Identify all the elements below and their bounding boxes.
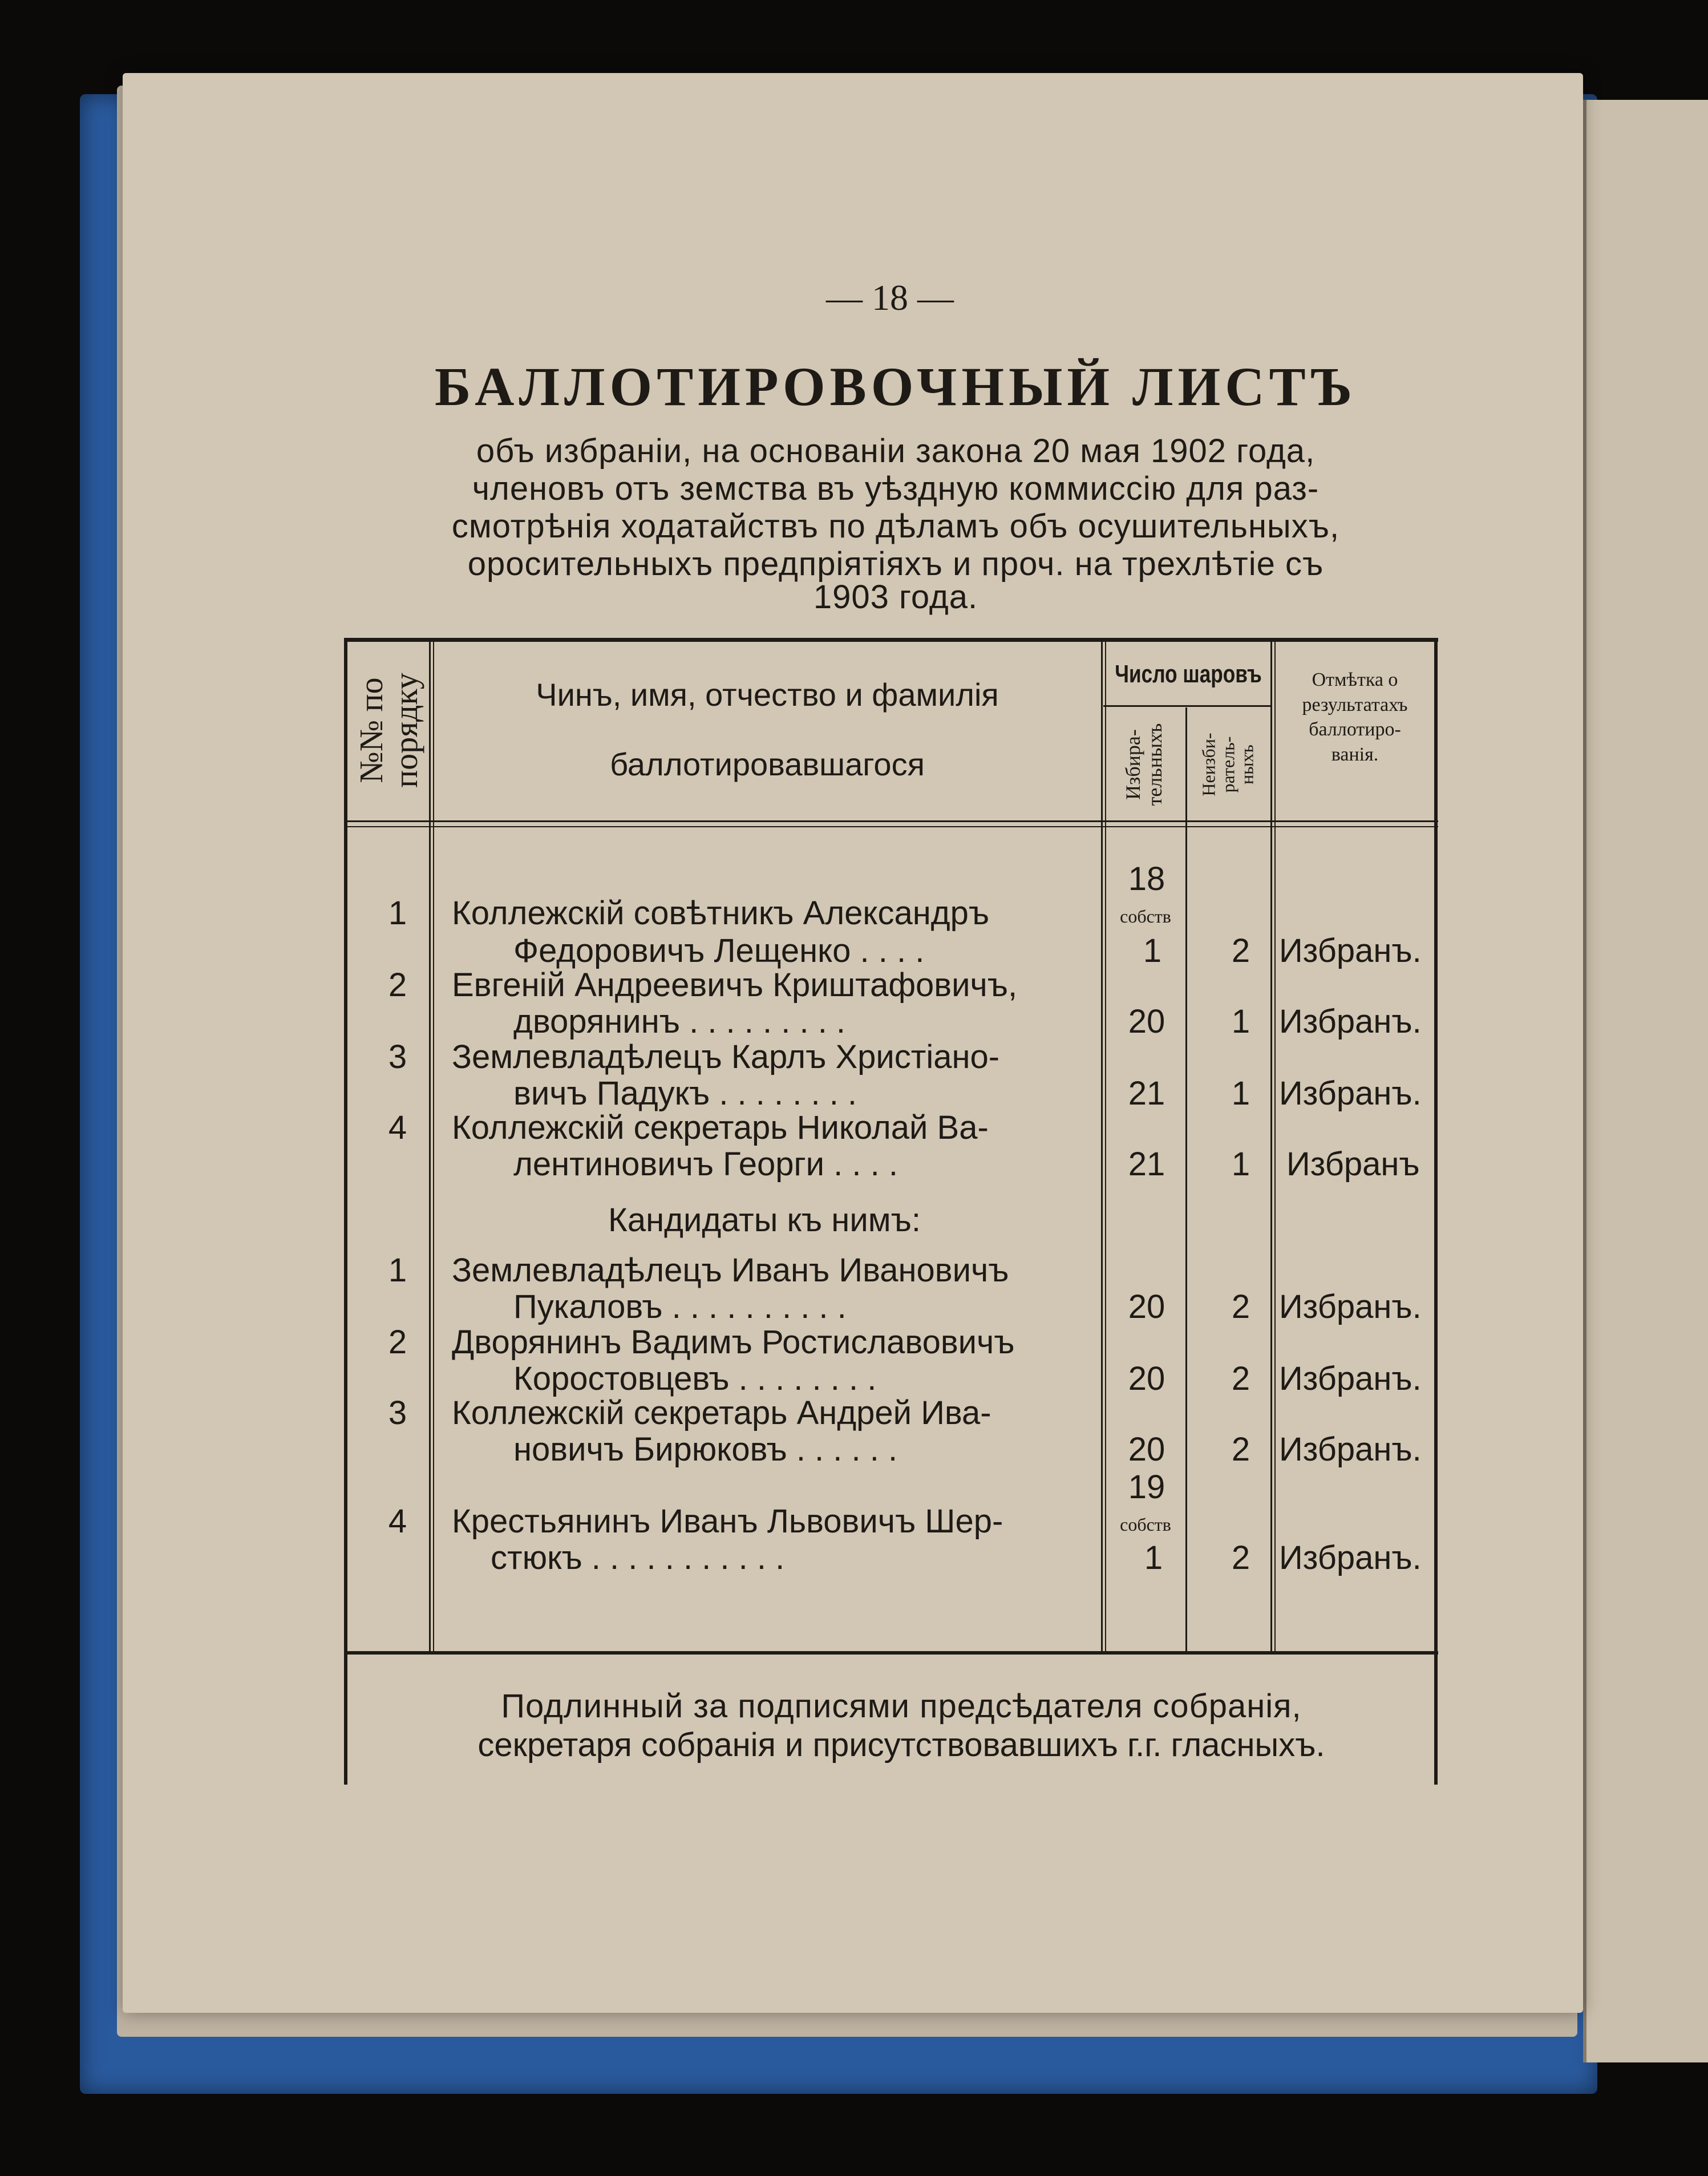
header-result-line2: результатахъ bbox=[1302, 694, 1408, 715]
result-mark: Избранъ. bbox=[1279, 1431, 1422, 1468]
balls-subheader-rule bbox=[1103, 705, 1272, 707]
page-title: БАЛЛОТИРОВОЧНЫЙ ЛИСТЪ bbox=[434, 356, 1357, 417]
result-mark: Избранъ. bbox=[1279, 932, 1422, 969]
row-number: 2 bbox=[388, 1324, 407, 1361]
row-number: 1 bbox=[388, 895, 407, 932]
result-mark: Избранъ. bbox=[1279, 1288, 1422, 1325]
intro-line: объ избраніи, на основаніи закона 20 мая 1902 года, bbox=[476, 432, 1316, 470]
nonelective-count: 2 bbox=[1231, 1539, 1250, 1576]
row-number: 4 bbox=[388, 1109, 407, 1146]
row-number: 2 bbox=[388, 966, 407, 1004]
intro-line: членовъ отъ земства въ уѣздную коммиссію для раз- bbox=[472, 470, 1320, 507]
elective-count: 1 bbox=[1143, 932, 1162, 969]
row-name-line2: новичъ Бирюковъ . . . . . . bbox=[513, 1431, 898, 1468]
page-number: — 18 — bbox=[826, 277, 954, 318]
row-number: 3 bbox=[388, 1038, 407, 1075]
result-mark: Избранъ. bbox=[1279, 1360, 1422, 1397]
col-divider bbox=[1185, 707, 1187, 1652]
result-mark: Избранъ. bbox=[1279, 1003, 1422, 1040]
col-divider-double bbox=[433, 642, 434, 1652]
elective-count: 21 bbox=[1128, 1075, 1165, 1112]
table-top-rule bbox=[345, 638, 1438, 642]
facing-page-edge bbox=[1583, 100, 1708, 2062]
header-nonelective bbox=[1200, 733, 1257, 796]
row-number: 1 bbox=[388, 1252, 407, 1289]
row-name-line1: Землевладѣлецъ Иванъ Ивановичъ bbox=[452, 1252, 1009, 1289]
candidates-heading: Кандидаты къ нимъ: bbox=[608, 1202, 921, 1239]
header-result bbox=[1302, 668, 1407, 767]
header-nonelective-line1: Неизби- bbox=[1198, 733, 1219, 796]
row-name-line2: вичъ Падукъ . . . . . . . . bbox=[513, 1075, 857, 1112]
header-name-line1: Чинъ, имя, отчество и фамилія bbox=[536, 677, 999, 713]
row-name-line2: Федоровичъ Лещенко . . . . bbox=[513, 932, 925, 969]
col-divider bbox=[429, 642, 431, 1652]
nonelective-count: 1 bbox=[1231, 1075, 1250, 1112]
table-right-border bbox=[1434, 638, 1438, 1785]
elective-count: 20 bbox=[1128, 1003, 1165, 1040]
header-number-line2: порядку bbox=[387, 673, 424, 788]
nonelective-count: 2 bbox=[1231, 1360, 1250, 1397]
result-mark: Избранъ bbox=[1286, 1146, 1420, 1183]
footer-line: Подлинный за подписями предсѣдателя собранія, bbox=[501, 1688, 1302, 1725]
row-name-line1: Землевладѣлецъ Карлъ Христіано- bbox=[452, 1038, 1000, 1075]
elective-pre-count: 19 bbox=[1128, 1469, 1165, 1506]
result-mark: Избранъ. bbox=[1279, 1075, 1422, 1112]
nonelective-count: 2 bbox=[1231, 1288, 1250, 1325]
elective-count: 1 bbox=[1144, 1539, 1163, 1576]
elective-count: 21 bbox=[1128, 1146, 1165, 1183]
col-divider bbox=[1270, 642, 1272, 1652]
header-elective bbox=[1123, 723, 1166, 806]
header-elective-line1: Избира- bbox=[1122, 729, 1145, 800]
row-name-line2: стюкъ . . . . . . . . . . . bbox=[491, 1539, 785, 1576]
row-number: 4 bbox=[388, 1503, 407, 1540]
row-name-line2: дворянинъ . . . . . . . . . bbox=[513, 1003, 846, 1040]
nonelective-count: 2 bbox=[1231, 932, 1250, 969]
elective-count: 20 bbox=[1128, 1360, 1165, 1397]
header-number bbox=[354, 673, 424, 788]
elective-pre-note: собств bbox=[1120, 906, 1171, 927]
col-divider bbox=[1101, 642, 1103, 1652]
header-balls: Число шаровъ bbox=[1115, 660, 1262, 688]
header-number-line1: №№ по bbox=[353, 677, 390, 783]
row-name-line1: Коллежскій совѣтникъ Александръ bbox=[452, 895, 990, 932]
row-name-line1: Крестьянинъ Иванъ Львовичъ Шер- bbox=[452, 1503, 1003, 1540]
row-name-line2: Коростовцевъ . . . . . . . . bbox=[513, 1360, 877, 1397]
header-result-line4: ванія. bbox=[1331, 743, 1379, 765]
elective-count: 20 bbox=[1128, 1431, 1165, 1468]
row-name-line1: Дворянинъ Вадимъ Ростиславовичъ bbox=[452, 1324, 1015, 1361]
row-name-line1: Евгеній Андреевичъ Криштафовичъ, bbox=[452, 966, 1018, 1004]
row-name-line2: Пукаловъ . . . . . . . . . . bbox=[513, 1288, 847, 1325]
header-result-line3: баллотиро- bbox=[1309, 719, 1401, 741]
header-result-line1: Отмѣтка о bbox=[1312, 669, 1398, 690]
row-name-line1: Коллежскій секретарь Андрей Ива- bbox=[452, 1394, 991, 1431]
result-mark: Избранъ. bbox=[1279, 1539, 1422, 1576]
elective-count: 20 bbox=[1128, 1288, 1165, 1325]
row-number: 3 bbox=[388, 1394, 407, 1431]
nonelective-count: 1 bbox=[1231, 1003, 1250, 1040]
elective-pre-note: собств bbox=[1120, 1514, 1171, 1535]
intro-line: оросительныхъ предпріятіяхъ и проч. на трехлѣтіе съ bbox=[467, 545, 1324, 583]
elective-pre-count: 18 bbox=[1128, 860, 1165, 897]
nonelective-count: 2 bbox=[1231, 1431, 1250, 1468]
intro-line: смотрѣнія ходатайствъ по дѣламъ объ осушительныхъ, bbox=[451, 508, 1340, 545]
nonelective-count: 1 bbox=[1231, 1146, 1250, 1183]
intro-line: 1903 года. bbox=[813, 579, 978, 616]
header-nonelective-line3: ныхъ bbox=[1236, 745, 1257, 784]
row-name-line1: Коллежскій секретарь Николай Ва- bbox=[452, 1109, 989, 1146]
col-divider-double bbox=[1105, 642, 1106, 1652]
header-name-line2: баллотировавшагося bbox=[610, 746, 925, 782]
row-name-line2: лентиновичъ Георги . . . . bbox=[513, 1146, 898, 1183]
header-nonelective-line2: ратель- bbox=[1217, 736, 1238, 793]
header-elective-line2: тельныхъ bbox=[1143, 723, 1166, 806]
table-left-border bbox=[344, 638, 347, 1785]
col-divider-double bbox=[1274, 642, 1276, 1652]
footer-line: секретаря собранія и присутствовавшихъ г.г. гласныхъ. bbox=[477, 1726, 1325, 1764]
